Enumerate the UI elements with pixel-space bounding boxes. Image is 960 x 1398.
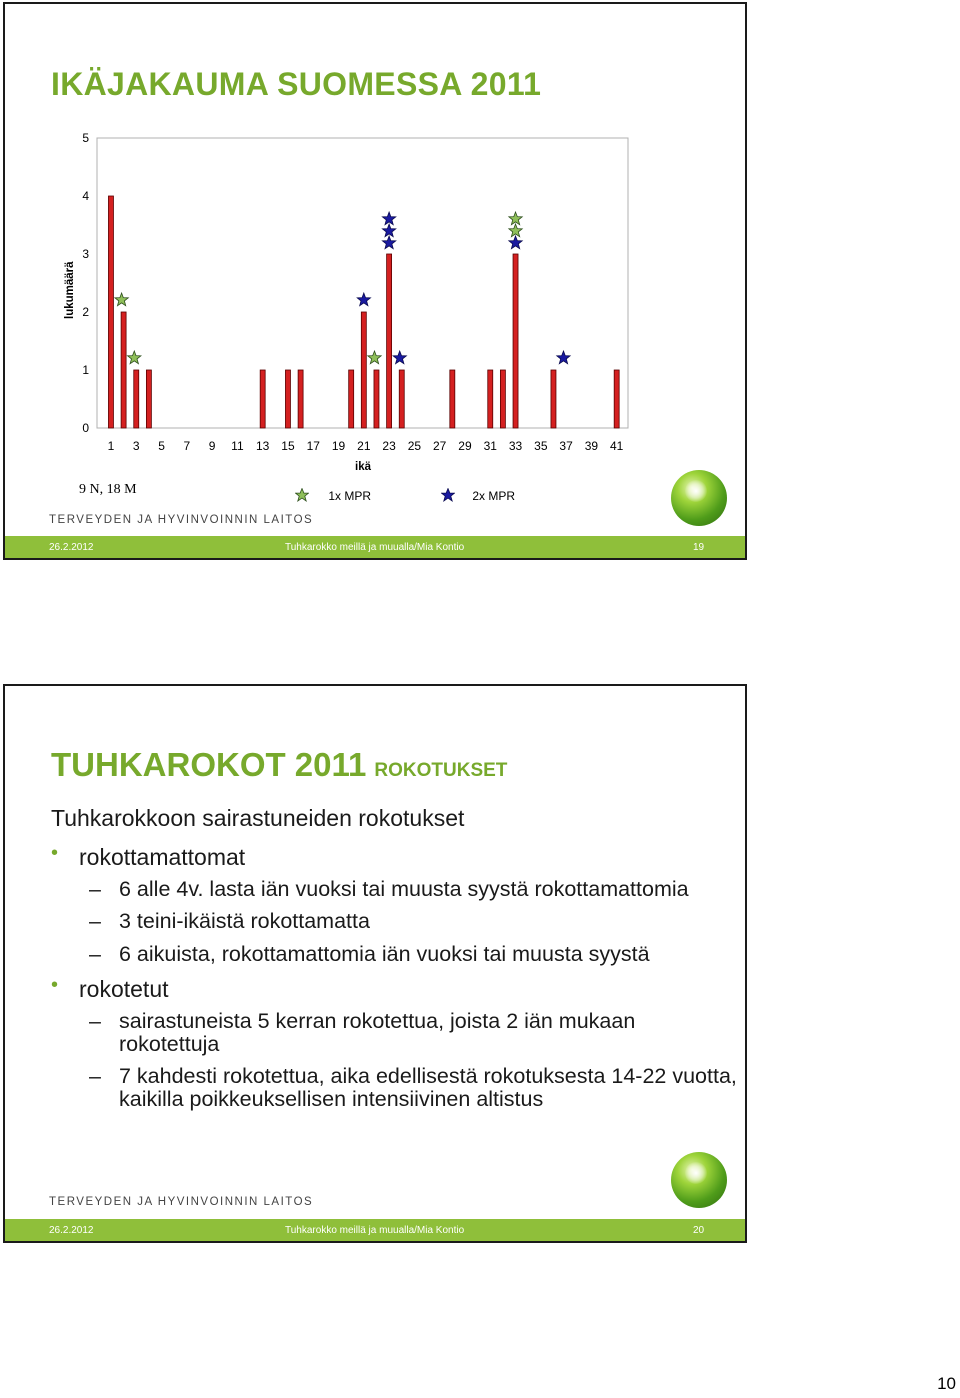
y-tick-label: 4	[82, 189, 89, 203]
bar	[146, 370, 151, 428]
bar	[108, 196, 113, 428]
x-tick-label: 39	[584, 439, 599, 453]
slide-footer	[5, 1219, 745, 1241]
x-tick-label: 21	[357, 439, 371, 453]
x-tick-label: 25	[407, 439, 422, 453]
footer-page: 20	[693, 1225, 705, 1236]
x-tick-label: 19	[331, 439, 346, 453]
x-tick-label: 11	[231, 439, 244, 453]
x-tick-label: 37	[559, 439, 573, 453]
slide-19	[3, 2, 747, 560]
blue-star-marker	[393, 351, 406, 364]
green-star-marker	[509, 212, 522, 225]
page-number: 10	[937, 1374, 956, 1393]
thl-logo-icon	[671, 470, 727, 526]
blue-star-icon	[441, 488, 455, 502]
blue-star-marker	[382, 224, 395, 237]
bar	[387, 254, 392, 428]
slide-title	[51, 746, 507, 784]
y-tick-label: 0	[82, 421, 89, 435]
bar	[134, 370, 139, 428]
x-tick-label: 15	[281, 439, 295, 453]
footer-page: 19	[693, 542, 705, 553]
bar	[450, 370, 455, 428]
footer-date: 26.2.2012	[49, 542, 94, 553]
bar	[614, 370, 619, 428]
bar	[500, 370, 505, 428]
x-tick-label: 29	[458, 439, 472, 453]
x-axis-label: ikä	[355, 461, 371, 473]
blue-star-marker	[557, 351, 570, 364]
x-tick-label: 17	[306, 439, 320, 453]
title-sub: ROKOTUKSET	[374, 760, 508, 781]
slide-title: IKÄJAKAUMA SUOMESSA 2011	[51, 66, 542, 102]
blue-star-marker	[357, 293, 370, 306]
age-distribution-chart	[5, 4, 745, 474]
legend-label: 1x MPR	[328, 489, 372, 503]
lead-text: Tuhkarokkoon sairastuneiden rokotukset	[51, 805, 465, 831]
case-count-note: 9 N, 18 M	[79, 482, 137, 497]
bullet-vaccinated: • rokotetut	[51, 975, 741, 1004]
x-tick-label: 1	[107, 439, 115, 453]
y-tick-label: 5	[82, 131, 89, 145]
legend-label: 2x MPR	[472, 489, 516, 503]
blue-star-marker	[382, 236, 395, 249]
bar	[361, 312, 366, 428]
sub-bullet: – 3 teini-ikäistä rokottamatta	[51, 910, 741, 933]
title-main: TUHKAROKOT 2011	[51, 746, 367, 783]
bar	[260, 370, 265, 428]
green-star-marker	[509, 224, 522, 237]
slide-footer	[5, 536, 745, 558]
x-tick-label: 3	[132, 439, 140, 453]
x-tick-label: 41	[609, 439, 624, 453]
y-tick-label: 3	[82, 247, 89, 261]
blue-star-marker	[382, 212, 395, 225]
y-tick-label: 1	[82, 363, 89, 377]
y-axis-label: lukumäärä	[64, 261, 76, 319]
sub-bullet: – 6 alle 4v. lasta iän vuoksi tai muusta syystä rokottamattomia	[51, 878, 741, 901]
x-tick-label: 33	[508, 439, 523, 453]
x-tick-label: 23	[382, 439, 396, 453]
x-tick-label: 35	[534, 439, 548, 453]
organization-name: TERVEYDEN JA HYVINVOINNIN LAITOS	[49, 1196, 314, 1208]
bar	[285, 370, 290, 428]
green-star-marker	[368, 351, 381, 364]
footer-title: Tuhkarokko meillä ja muualla/Mia Kontio	[285, 1225, 465, 1236]
footer-title: Tuhkarokko meillä ja muualla/Mia Kontio	[285, 542, 465, 553]
x-tick-label: 5	[158, 439, 165, 453]
slide-body	[51, 804, 741, 1120]
footer-date: 26.2.2012	[49, 1225, 94, 1236]
sub-bullet: – 6 aikuista, rokottamattomia iän vuoksi tai muusta syystä	[51, 943, 741, 966]
slide-20	[3, 684, 747, 1243]
bullet-unvaccinated: • rokottamattomat	[51, 843, 741, 872]
x-tick-label: 7	[183, 439, 191, 453]
bar	[399, 370, 404, 428]
bar	[551, 370, 556, 428]
thl-logo-icon	[671, 1152, 727, 1208]
x-tick-label: 31	[483, 439, 497, 453]
x-tick-label: 9	[208, 439, 216, 453]
green-star-marker	[128, 351, 141, 364]
legend-1x-mpr	[295, 488, 371, 503]
x-tick-label: 27	[432, 439, 447, 453]
green-star-marker	[115, 293, 128, 306]
green-star-icon	[295, 488, 309, 502]
organization-name: TERVEYDEN JA HYVINVOINNIN LAITOS	[49, 514, 314, 526]
bar	[349, 370, 354, 428]
y-tick-label: 2	[82, 305, 89, 319]
sub-bullet: – sairastuneista 5 kerran rokotettua, joista 2 iän mukaan rokotettuja	[51, 1010, 741, 1055]
blue-star-marker	[509, 236, 522, 249]
x-tick-label: 13	[255, 439, 270, 453]
bar	[488, 370, 493, 428]
bar	[513, 254, 518, 428]
legend-2x-mpr	[441, 488, 515, 503]
bar	[298, 370, 303, 428]
sub-bullet: – 7 kahdesti rokotettua, aika edellisestä rokotuksesta 14-22 vuotta, kaikilla poikkeuksellisen intensiivinen altistus	[51, 1065, 741, 1110]
bar	[121, 312, 126, 428]
bar	[374, 370, 379, 428]
